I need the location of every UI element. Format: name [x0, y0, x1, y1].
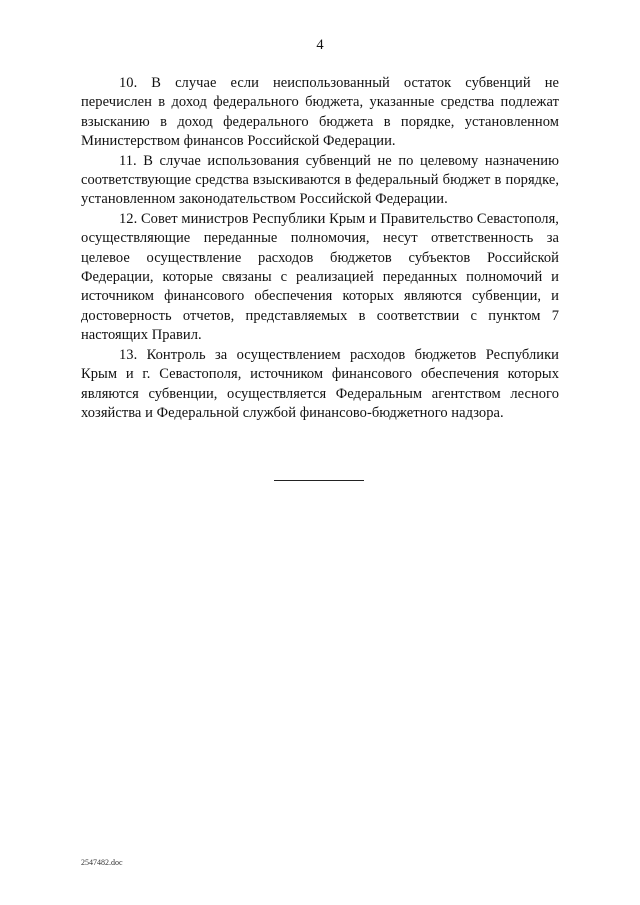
document-body	[81, 74, 559, 423]
document-file-code: 2547482.doc	[81, 858, 123, 867]
page-number: 4	[316, 37, 324, 53]
paragraph-12: 12. Совет министров Республики Крым и Правительство Севастополя, осуществляющие переданные полномочия, несут ответственность за целевое осуществление расходов бюджетов субъектов Российской Федерации, которые связаны с реализацией переданных полномочий и источником финансового обеспечения которых являются субвенции, и достоверность отчетов, представляемых в соответствии с пунктом 7 настоящих Правил.	[81, 210, 559, 344]
paragraph-13: 13. Контроль за осуществлением расходов бюджетов Республики Крым и г. Севастополя, источником финансового обеспечения которых являются субвенции, осуществляется Федеральным агентством лесного хозяйства и Федеральной службой финансово-бюджетного надзора.	[81, 346, 559, 421]
paragraph-11: 11. В случае использования субвенций не по целевому назначению соответствующие средства взыскиваются в федеральный бюджет в порядке, установленном законодательством Российской Федерации.	[81, 152, 559, 208]
paragraph-10: 10. В случае если неиспользованный остаток субвенций не перечислен в доход федерального бюджета, указанные средства подлежат взысканию в доход федерального бюджета в порядке, установленном Министерством финансов Российской Федерации.	[81, 75, 559, 150]
end-of-text-divider	[274, 480, 364, 481]
